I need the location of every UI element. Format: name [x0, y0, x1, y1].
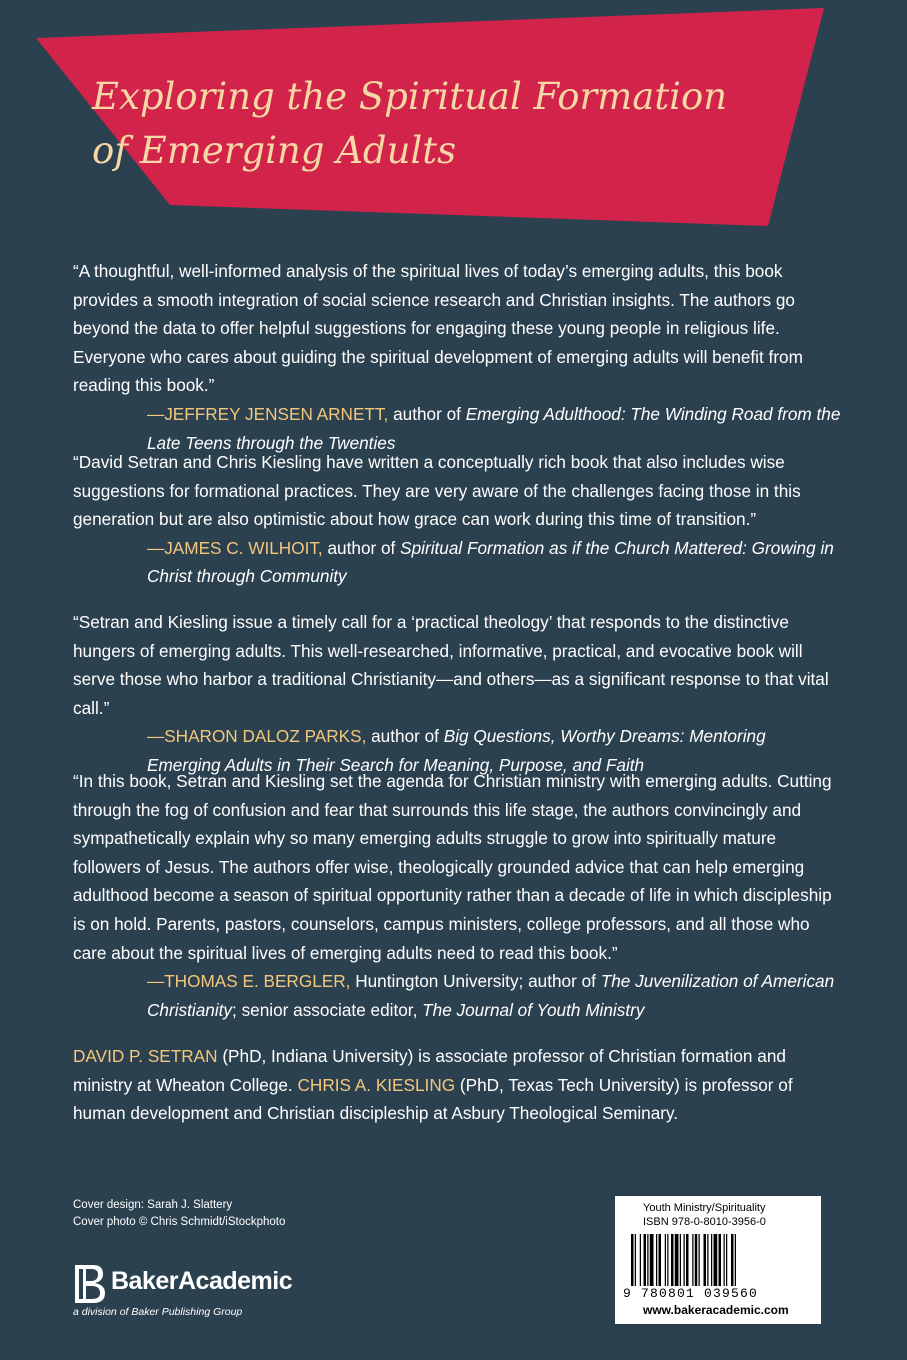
- endorser-work: Emerging Adulthood: The Winding Road from the Late Teens through the Twenties: [147, 403, 841, 453]
- barcode-bar: [726, 1234, 727, 1286]
- quote-text: “David Setran and Chris Kiesling have written a conceptually rich book that also includes wise suggestions for formational practices. They are very aware of the challenges facing those in this generation but are also optimistic about how grace can work during this time of transition.”: [73, 452, 801, 530]
- barcode-bar: [671, 1234, 674, 1286]
- book-category: Youth Ministry/Spirituality: [643, 1202, 766, 1214]
- quote-attribution: —THOMAS E. BERGLER, Huntington University; author of The Juvenilization of American Christianity; senior associate editor, The Journal of Youth Ministry: [147, 971, 835, 1020]
- barcode-bar: [686, 1234, 689, 1286]
- author-bios: [73, 1042, 843, 1128]
- endorser-name: —SHARON DALOZ PARKS,: [147, 726, 367, 747]
- author-bio: (PhD, Indiana University) is associate professor of Christian formation and ministry at Wheaton College.: [73, 1046, 786, 1095]
- barcode-bar: [731, 1234, 734, 1286]
- barcode-bar: [680, 1234, 681, 1286]
- endorser-name: —JEFFREY JENSEN ARNETT,: [147, 403, 389, 424]
- title-banner: [0, 0, 907, 230]
- isbn-text: ISBN 978-0-8010-3956-0: [643, 1216, 766, 1228]
- endorsement-quote: [73, 257, 843, 457]
- barcode-bar: [707, 1234, 708, 1286]
- barcode-bar: [647, 1234, 648, 1286]
- endorser-work: The Juvenilization of American Christianity: [147, 971, 835, 1020]
- barcode-digits: 9 780801 039560: [623, 1286, 759, 1301]
- barcode-bar: [704, 1234, 707, 1286]
- barcode-bar: [635, 1234, 636, 1286]
- barcode-bar: [692, 1234, 693, 1286]
- barcode-bar: [735, 1234, 736, 1286]
- barcode-bar: [644, 1234, 647, 1286]
- barcode-bar: [719, 1234, 722, 1286]
- cover-design-credit: Cover design: Sarah J. Slattery: [73, 1199, 233, 1211]
- quote-text: “A thoughtful, well-informed analysis of the spiritual lives of today’s emerging adults, this book provides a smooth integration of social science research and Christian insights. The authors go beyond the data to offer helpful suggestions for engaging these young people in religious life. Everyone who cares about guiding the spiritual development of emerging adults will benefit from reading this book.”: [73, 261, 803, 396]
- barcode-bar: [699, 1234, 700, 1286]
- endorser-work: Spiritual Formation as if the Church Mattered: Growing in Christ through Community: [147, 537, 834, 587]
- barcode-bar: [650, 1234, 654, 1286]
- endorser-work: The Journal of Youth Ministry: [422, 999, 645, 1020]
- author-name: CHRIS A. KIESLING: [297, 1074, 456, 1095]
- cover-credits: [73, 1197, 285, 1231]
- barcode-bar: [631, 1234, 634, 1286]
- publisher-subtitle: a division of Baker Publishing Group: [73, 1306, 243, 1318]
- barcode-bar: [684, 1234, 685, 1286]
- endorsement-quote: [73, 448, 843, 591]
- endorser-work: Big Questions, Worthy Dreams: Mentoring Emerging Adults in Their Search for Meaning, Purpose, and Faith: [147, 726, 766, 775]
- baker-b-logo-icon: [73, 1264, 107, 1304]
- barcode-bar: [714, 1234, 718, 1286]
- quote-attribution: —JAMES C. WILHOIT, author of Spiritual Formation as if the Church Mattered: Growing in Christ through Community: [147, 537, 834, 587]
- endorsement-quote: [73, 608, 843, 780]
- quote-attribution: —SHARON DALOZ PARKS, author of Big Questions, Worthy Dreams: Mentoring Emerging Adults in Their Search for Meaning, Purpose, and Faith: [147, 726, 766, 775]
- endorser-name: —JAMES C. WILHOIT,: [147, 537, 323, 558]
- quote-attribution: —JEFFREY JENSEN ARNETT, author of Emerging Adulthood: The Winding Road from the Late Teens through the Twenties: [147, 403, 841, 453]
- barcode-bar: [711, 1234, 712, 1286]
- barcode-bar: [656, 1234, 657, 1286]
- quote-text: “Setran and Kiesling issue a timely call for a ‘practical theology’ that responds to the distinctive hungers of emerging adults. This well-researched, informative, practical, and evocative book will serve those who harbor a traditional Christianity—and others—as a significant response to that vital call.”: [73, 612, 829, 718]
- endorser-name: —THOMAS E. BERGLER,: [147, 971, 351, 992]
- author-bio: (PhD, Texas Tech University) is professor of human development and Christian discipleship at Asbury Theological Seminary.: [73, 1074, 793, 1124]
- barcode-bars: [631, 1234, 807, 1286]
- quote-text: “In this book, Setran and Kiesling set the agenda for Christian ministry with emerging adults. Cutting through the fog of confusion and fear that surrounds this life stage, the authors convincingly and sympathetically explain why so many emerging adults struggle to grow into spiritually mature followers of Jesus. The authors offer wise, theologically grounded advice that can help emerging adulthood become a season of spiritual opportunity rather than a decade of life in which discipleship is on hold. Parents, pastors, counselors, campus ministers, college professors, and all those who care about the spiritual lives of emerging adults need to read this book.”: [73, 771, 832, 963]
- barcode-bar: [695, 1234, 698, 1286]
- publisher-name: BakerAcademic: [111, 1267, 293, 1295]
- barcode-bar: [667, 1234, 668, 1286]
- barcode-block: [615, 1196, 821, 1324]
- publisher-url: www.bakeracademic.com: [643, 1303, 789, 1317]
- author-name: DAVID P. SETRAN: [73, 1046, 218, 1066]
- endorsement-quote: [73, 767, 843, 1024]
- cover-photo-credit: Cover photo © Chris Schmidt/iStockphoto: [73, 1216, 286, 1228]
- barcode-bar: [640, 1234, 641, 1286]
- banner-title: Exploring the Spiritual Formation of Emerging Adults: [92, 75, 728, 172]
- barcode-bar: [659, 1234, 662, 1286]
- barcode-bar: [675, 1234, 679, 1286]
- barcode-bar: [665, 1234, 666, 1286]
- barcode-bar: [724, 1234, 725, 1286]
